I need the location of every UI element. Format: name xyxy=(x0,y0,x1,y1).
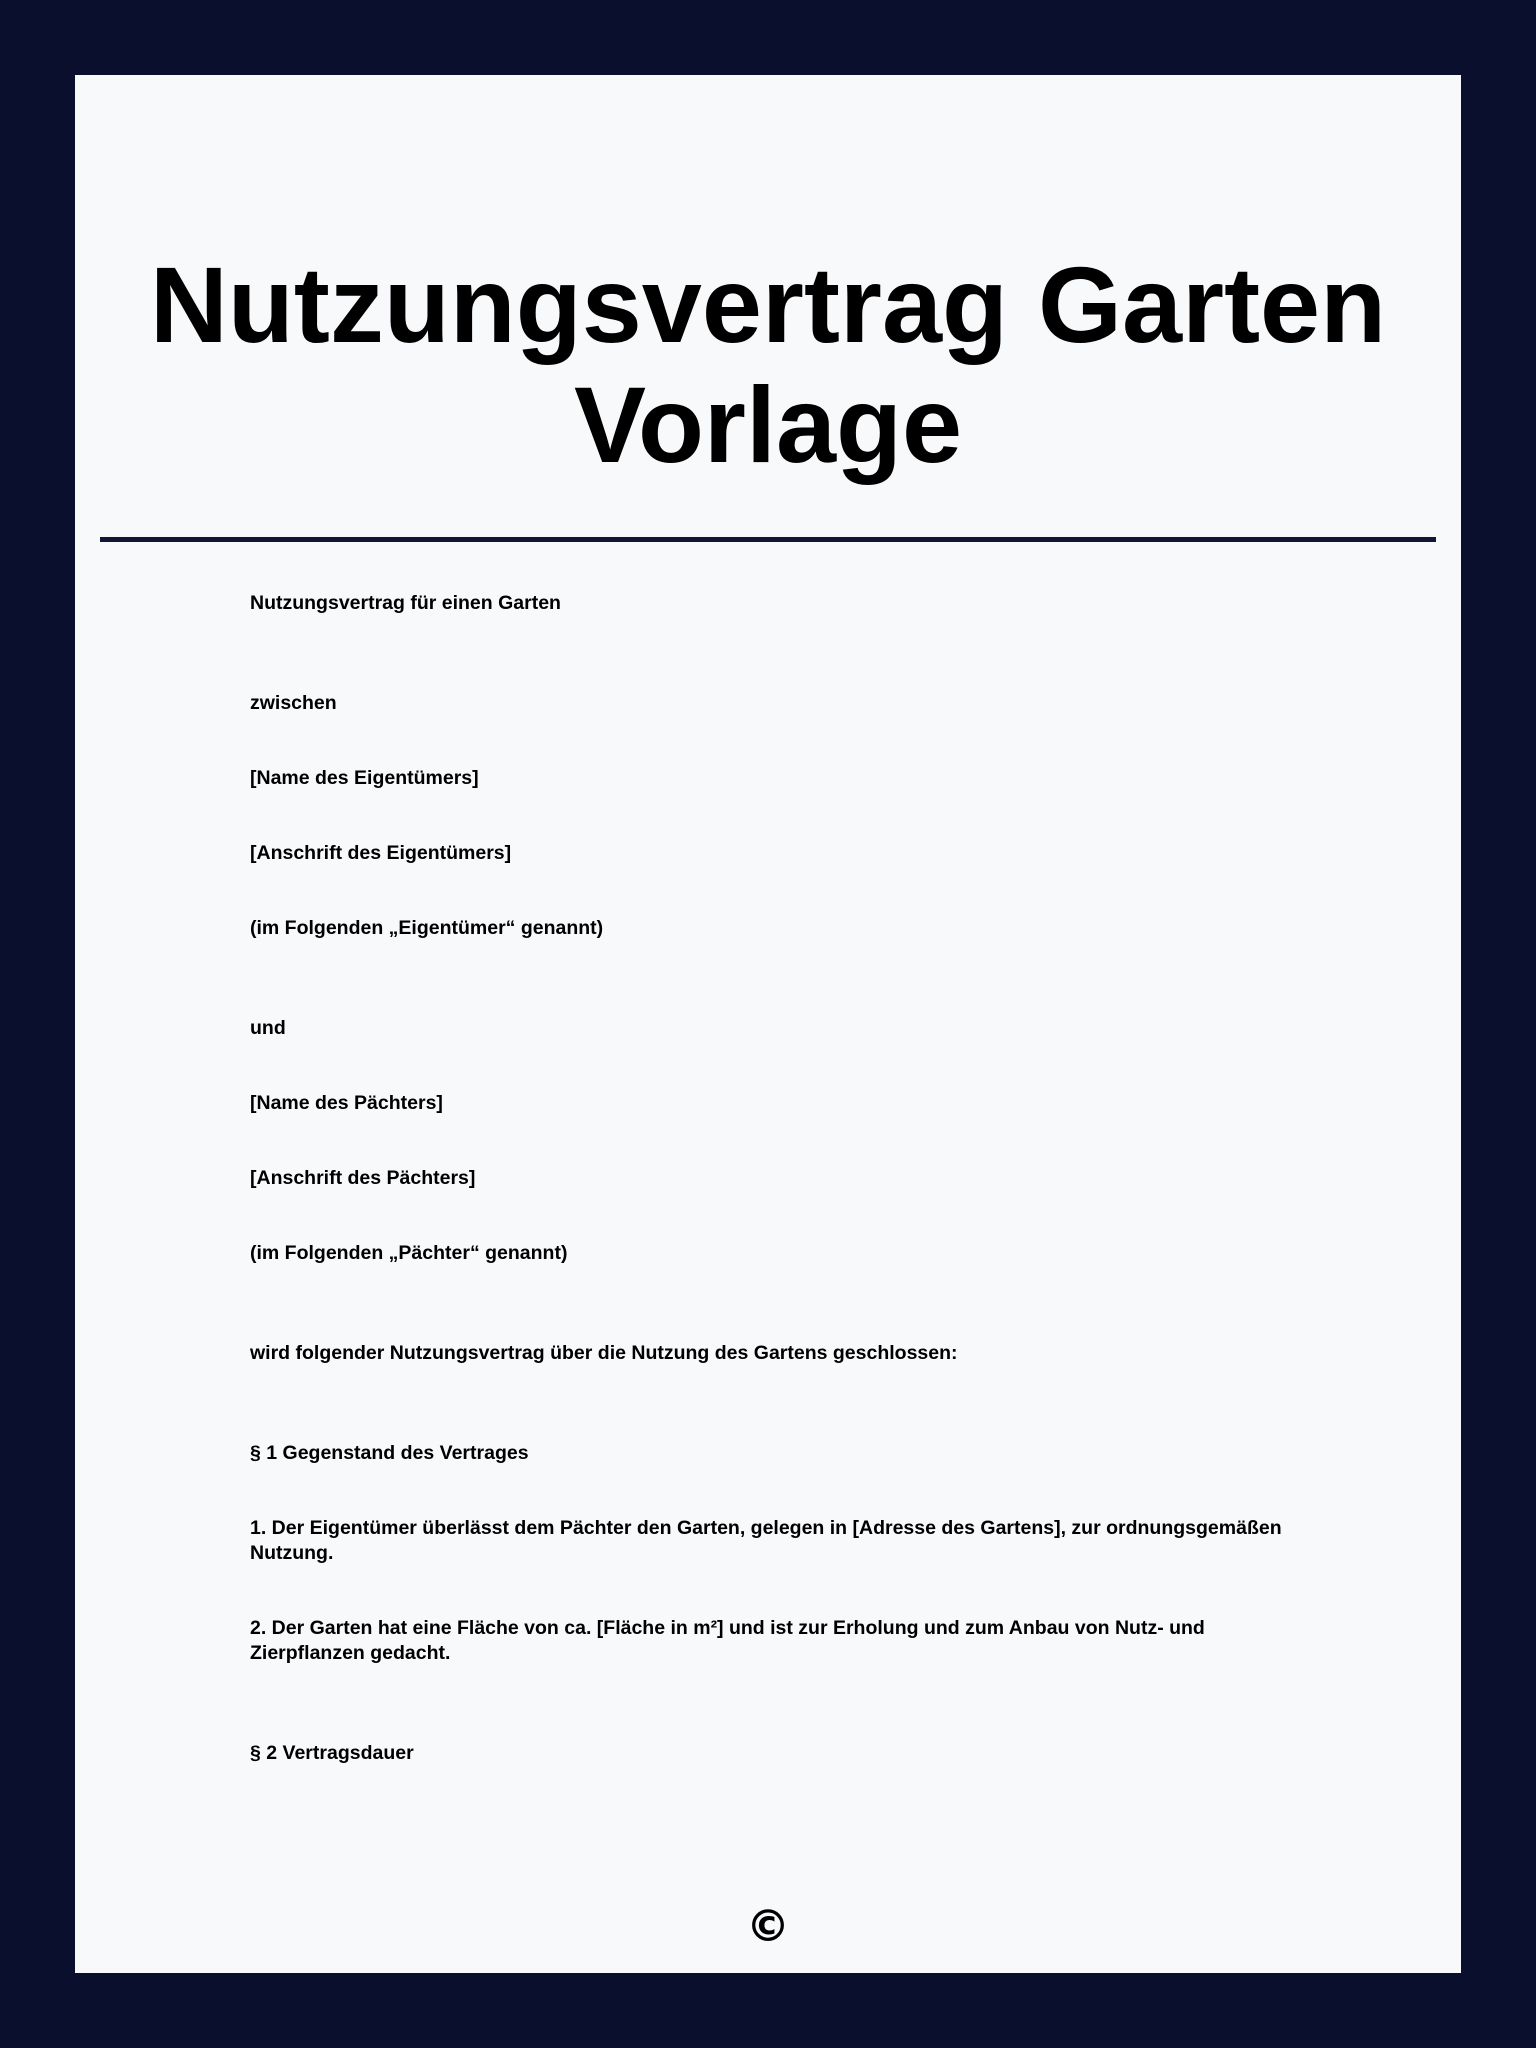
and-label: und xyxy=(250,1017,286,1039)
contract-intro: wird folgender Nutzungsvertrag über die Nutzung des Gartens geschlossen: xyxy=(250,1342,958,1364)
title-divider xyxy=(100,537,1436,542)
owner-address-placeholder: [Anschrift des Eigentümers] xyxy=(250,842,512,864)
document-title: Nutzungsvertrag Garten Vorlage xyxy=(149,244,1387,485)
section-2-heading: § 2 Vertragsdauer xyxy=(250,1742,414,1764)
section-1-heading: § 1 Gegenstand des Vertrages xyxy=(250,1442,529,1464)
owner-designation: (im Folgenden „Eigentümer“ genannt) xyxy=(250,917,604,939)
tenant-address-placeholder: [Anschrift des Pächters] xyxy=(250,1167,476,1189)
tenant-name-placeholder: [Name des Pächters] xyxy=(250,1092,443,1114)
contract-heading: Nutzungsvertrag für einen Garten xyxy=(250,592,561,614)
section-1-clause-1: 1. Der Eigentümer überlässt dem Pächter den Garten, gelegen in [Adresse des Gartens], zur ordnungsgemäßen Nutzung. xyxy=(250,1517,1282,1564)
copyright-icon: © xyxy=(746,1901,790,1952)
section-1-clause-2: 2. Der Garten hat eine Fläche von ca. [Fläche in m²] und ist zur Erholung und zum Anbau von Nutz- und Zierpflanzen gedacht. xyxy=(250,1617,1205,1664)
between-label: zwischen xyxy=(250,692,337,714)
tenant-designation: (im Folgenden „Pächter“ genannt) xyxy=(250,1242,568,1264)
owner-name-placeholder: [Name des Eigentümers] xyxy=(250,767,479,789)
document-page xyxy=(75,75,1461,1973)
